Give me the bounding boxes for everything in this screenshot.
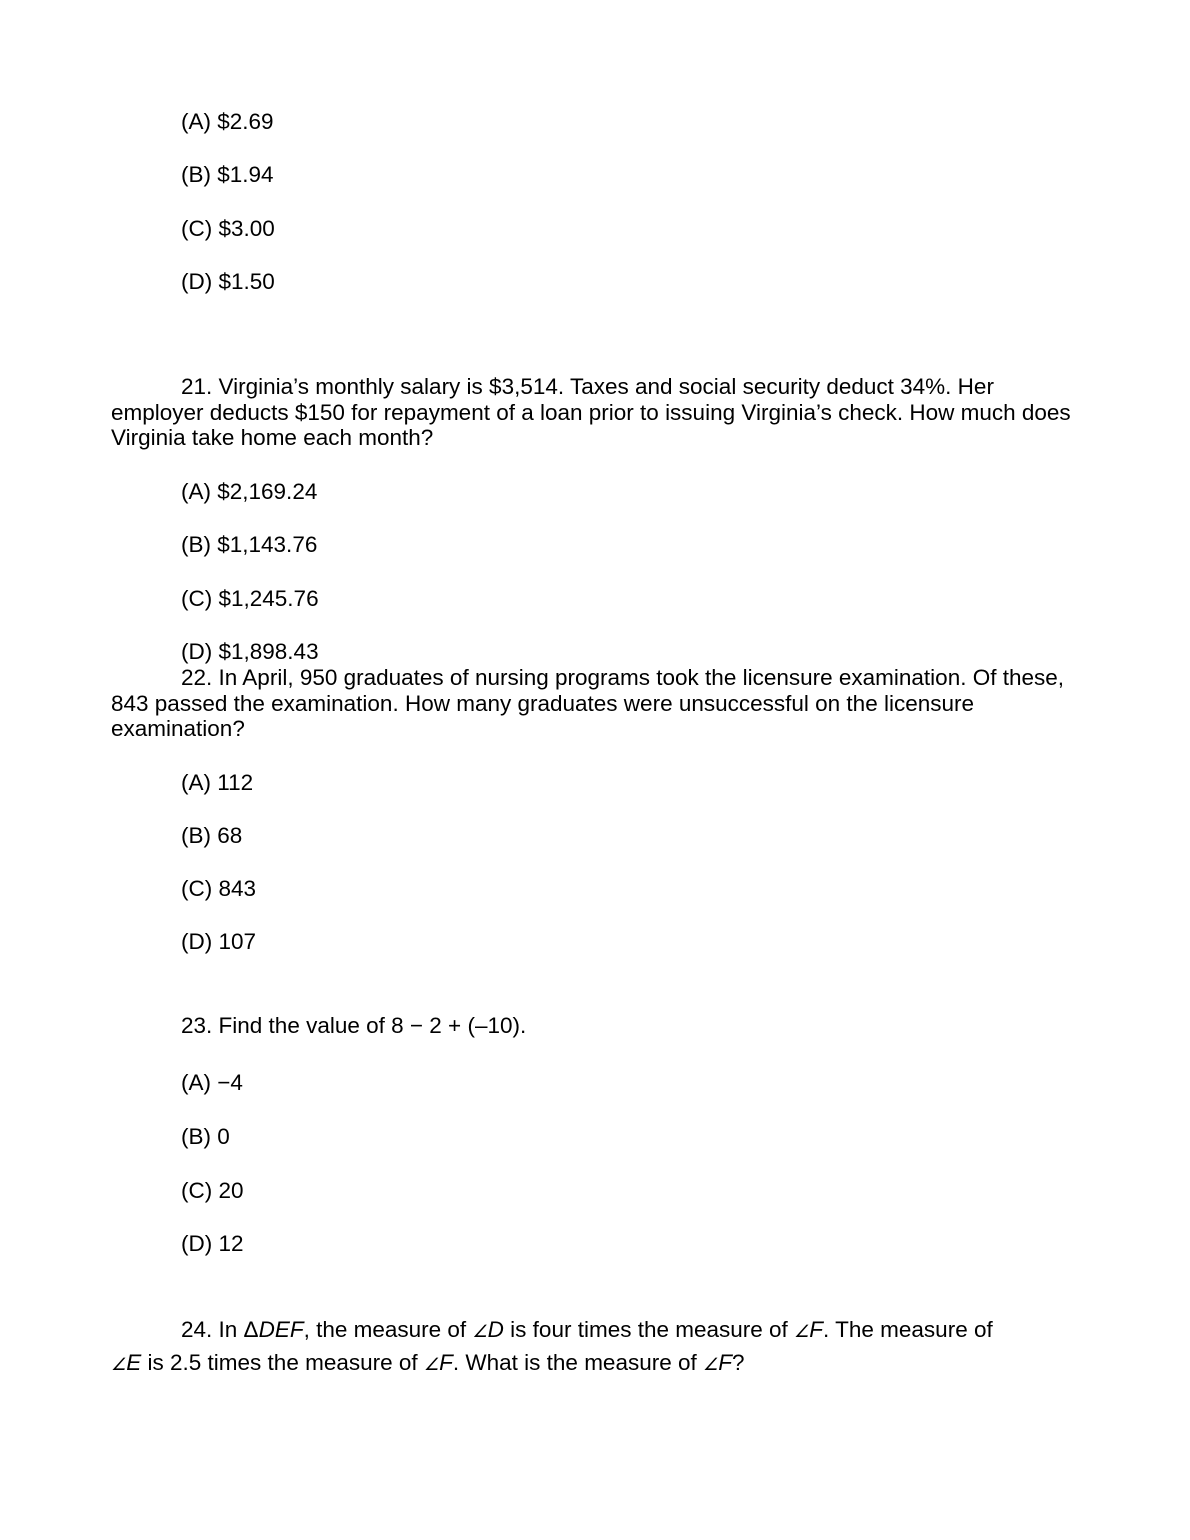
q21-option-b: (B) $1,143.76 [181, 532, 318, 557]
q22-option-a: (A) 112 [181, 770, 254, 795]
q23-option-d: (D) 12 [181, 1231, 244, 1256]
q20-option-a: (A) $2.69 [181, 109, 274, 134]
q24-question: 24. In ΔDEF, the measure of ∠D is four times the measure of ∠F. The measure of ∠E is 2.5 times the measure of ∠F. What is the measure of ∠F? [111, 1317, 993, 1375]
q21-option-a: (A) $2,169.24 [181, 479, 318, 504]
q22-question: 22. In April, 950 graduates of nursing programs took the licensure examination. Of these, 843 passed the examination. How many graduates were unsuccessful on the licensure examination? [111, 665, 1065, 741]
q21-option-d: (D) $1,898.43 [181, 639, 319, 664]
q23-question: 23. Find the value of 8 − 2 + (–10). [181, 1013, 527, 1038]
q23-option-c: (C) 20 [181, 1178, 244, 1203]
q20-option-d: (D) $1.50 [181, 269, 275, 294]
q20-option-b: (B) $1.94 [181, 162, 274, 187]
q23-option-a: (A) −4 [181, 1070, 243, 1095]
q22-option-d: (D) 107 [181, 929, 257, 954]
q23-option-b: (B) 0 [181, 1124, 230, 1149]
q21-question: 21. Virginia’s monthly salary is $3,514. Taxes and social security deduct 34%. Her employer deducts $150 for repayment of a loan prior to issuing Virginia’s check. How much does Virginia take home each month? [111, 374, 1071, 450]
q22-option-b: (B) 68 [181, 823, 243, 848]
q22-option-c: (C) 843 [181, 876, 257, 901]
q21-option-c: (C) $1,245.76 [181, 586, 319, 611]
q20-option-c: (C) $3.00 [181, 216, 275, 241]
